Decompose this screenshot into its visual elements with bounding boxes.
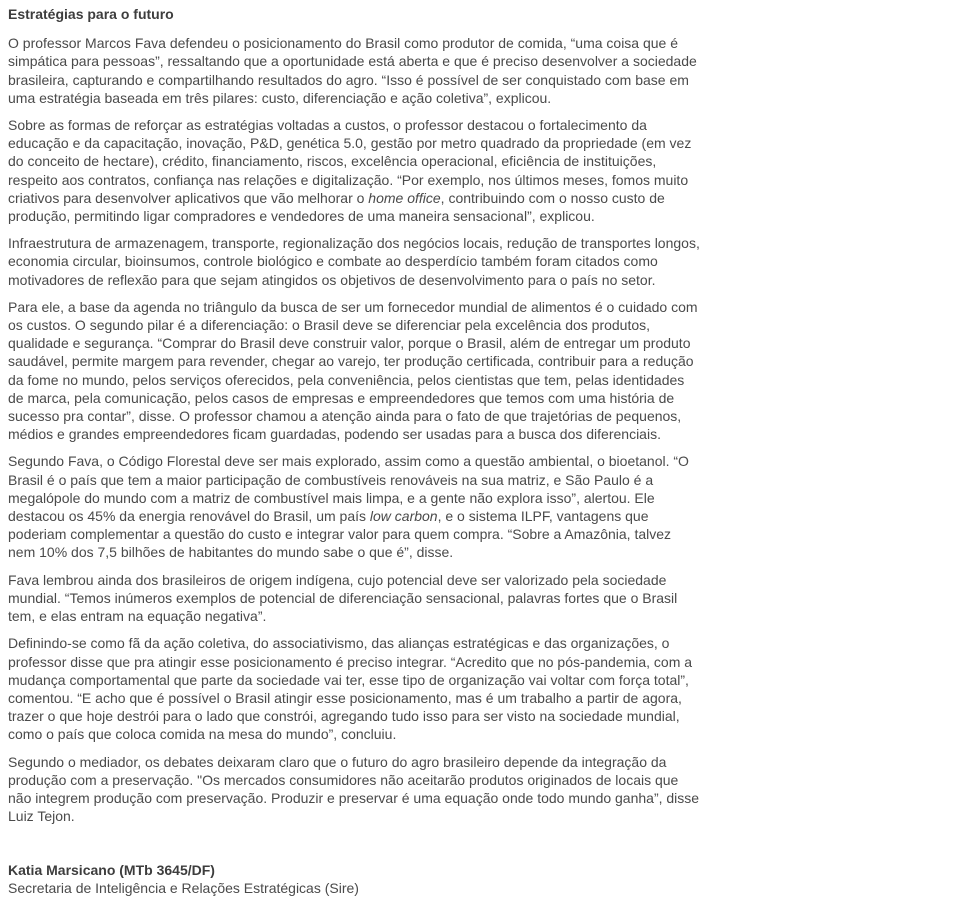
article-paragraph [8,634,702,743]
paragraph-text: , contribuindo com o nosso custo de produção, permitindo ligar compradores e vendedores de uma maneira sensacional”, explicou. [8,189,665,225]
author-name: Katia Marsicano (MTb 3645/DF) [8,862,215,878]
paragraph-text: , e o sistema ILPF, vantagens que poderiam complementar a questão do custo e integrar valor para quem compra. “Sobre a Amazônia, talvez nem 10% dos 7,5 bilhões de habitantes do mundo sabe o que é”, disse. [8,508,672,561]
paragraph-text: Segundo o mediador, os debates deixaram claro que o futuro do agro brasileiro depende da integração da produção com a preservação. "Os mercados consumidores não aceitarão produtos originados de locais que não integrem produção com preservação. Produzir e preservar é uma equação onde todo mundo ganha”, disse Luiz Tejon. [8,753,700,825]
paragraph-text: Sobre as formas de reforçar as estratégias voltadas a custos, o professor destacou o fortalecimento da educação e da capacitação, inovação, P&D, genética 5.0, gestão por metro quadrado da propriedade (em vez do conceito de hectare), crédito, financiamento, riscos, excelência operacional, eficiência de instituições, respeito aos contratos, confiança nas relações e digitalização. “Por exemplo, nos últimos meses, fomos muito criativos para desenvolver aplicativos que vão melhorar o [8,117,692,206]
article-body [8,5,702,834]
article-paragraphs [8,34,702,825]
article-paragraph [8,571,702,626]
article-paragraph [8,116,702,225]
paragraph-text: Para ele, a base da agenda no triângulo da busca de ser um fornecedor mundial de alimentos é o cuidado com os custos. O segundo pilar é a diferenciação: o Brasil deve se diferenciar pela excelência dos produtos, qualidade e segurança. “Comprar do Brasil deve construir valor, porque o Brasil, além de entregar um produto saudável, permite margem para revender, chegar ao varejo, ter produção certificada, contribuir para a redução da fome no mundo, pelos serviços oferecidos, pela conveniência, pelos cientistas que tem, pelas identidades de marca, pela comunicação, pelos casos de empresas e empreendedores que temos com uma história de sucesso pra contar”, disse. O professor chamou a atenção ainda para o fato de que trajetórias de pequenos, médios e grandes empreendedores ficam guardadas, podendo ser usadas para a busca dos diferenciais. [8,298,698,443]
article-paragraph [8,452,702,561]
emphasis-text: low carbon [369,508,438,525]
article-paragraph [8,34,702,107]
section-heading: Estratégias para o futuro [8,6,174,22]
emphasis-text: home office [368,189,441,206]
paragraph-text: Definindo-se como fã da ação coletiva, do associativismo, das alianças estratégicas e das organizações, o professor disse que pra atingir esse posicionamento é preciso integrar. “Acredito que no pós-pandemia, com a mudança comportamental que parte da sociedade vai ter, esse tipo de organização vai voltar com força total”, comentou. “E acho que é possível o Brasil atingir esse posicionamento, mas é um trabalho a partir de agora, trazer o que hoje destrói para o lado que constrói, agregando tudo isso para ser visto na sociedade mundial, como o país que coloca comida na mesa do mundo”, concluiu. [8,635,693,743]
article-paragraph [8,298,702,444]
author-block [8,861,702,897]
paragraph-text: Fava lembrou ainda dos brasileiros de origem indígena, cujo potencial deve ser valorizado pela sociedade mundial. “Temos inúmeros exemplos de potencial de diferenciação sensacional, palavras fortes que o Brasil tem, e elas entram na equação negativa”. [8,571,678,625]
author-department: Secretaria de Inteligência e Relações Estratégicas (Sire) [8,880,359,897]
article-paragraph [8,753,702,826]
paragraph-text: Infraestrutura de armazenagem, transporte, regionalização dos negócios locais, redução de transportes longos, economia circular, bioinsumos, controle biológico e combate ao desperdício também foram citados como motivadores de reflexão para que sejam atingidos os objetivos de desenvolvimento para o país no setor. [8,235,700,288]
paragraph-text: Segundo Fava, o Código Florestal deve ser mais explorado, assim como a questão ambiental, o bioetanol. “O Brasil é o país que tem a maior participação de combustíveis renováveis na sua matriz, e São Paulo é a megalópole do mundo com a matriz de combustível mais limpa, e a gente não explora isso”, alertou. Ele destacou os 45% da energia renovável do Brasil, um país [8,453,689,525]
paragraph-text: O professor Marcos Fava defendeu o posicionamento do Brasil como produtor de comida, “uma coisa que é simpática para pessoas”, ressaltando que a oportunidade está aberta e que é preciso desenvolver a sociedade brasileira, capturando e compartilhando resultados do agro. “Isso é possível de ser conquistado com base em uma estratégia baseada em três pilares: custo, diferenciação e ação coletiva”, explicou. [8,35,697,106]
article-paragraph [8,234,702,289]
